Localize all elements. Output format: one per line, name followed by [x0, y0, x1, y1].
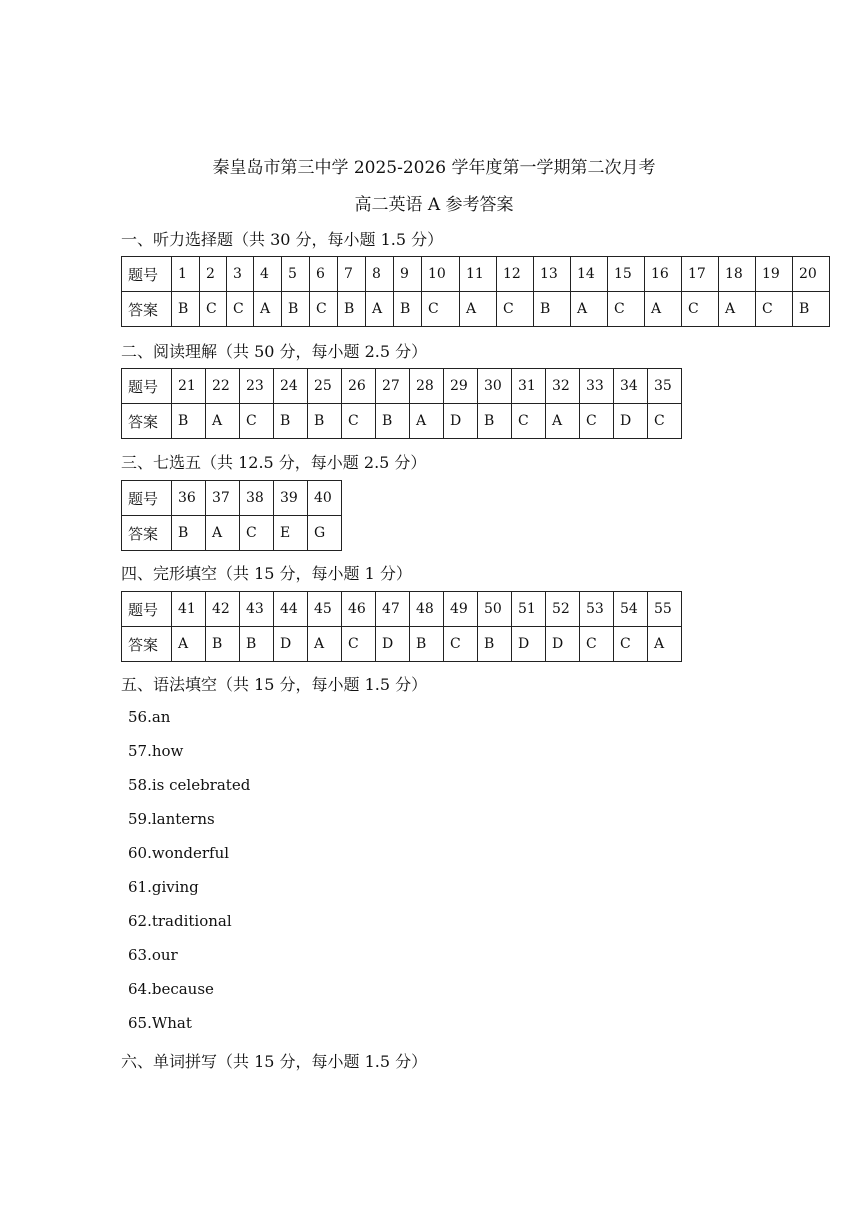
- table-row-answers: [122, 627, 682, 662]
- answer-cell: A: [410, 404, 444, 439]
- document-title: 秦皇岛市第三中学 2025-2026 学年度第一学期第二次月考: [212, 158, 656, 178]
- question-number: 7: [338, 257, 366, 292]
- answer-table-reading: [121, 368, 682, 439]
- grammar-answer-item: 65.What: [128, 1014, 192, 1032]
- answer-cell: C: [497, 292, 534, 327]
- question-number: 2: [200, 257, 227, 292]
- answer-cell: D: [546, 627, 580, 662]
- section-heading-cloze: 四、完形填空（共 15 分，每小题 1 分）: [121, 564, 412, 583]
- table-row-question-numbers: [122, 592, 682, 627]
- answer-cell: A: [172, 627, 206, 662]
- answer-cell: D: [444, 404, 478, 439]
- question-number: 45: [308, 592, 342, 627]
- question-number: 3: [227, 257, 254, 292]
- table-row-question-numbers: [122, 257, 830, 292]
- answer-cell: B: [172, 404, 206, 439]
- section-heading-seven-choose-five: 三、七选五（共 12.5 分，每小题 2.5 分）: [121, 453, 427, 472]
- answer-cell: A: [546, 404, 580, 439]
- answer-cell: D: [274, 627, 308, 662]
- question-number: 5: [282, 257, 310, 292]
- question-number: 43: [240, 592, 274, 627]
- answer-cell: C: [580, 404, 614, 439]
- grammar-answer-item: 62.traditional: [128, 912, 232, 930]
- answer-cell: C: [512, 404, 546, 439]
- answer-cell: D: [512, 627, 546, 662]
- question-number: 25: [308, 369, 342, 404]
- answer-cell: A: [206, 404, 240, 439]
- row-label: 题号: [122, 369, 172, 404]
- answer-cell: C: [200, 292, 227, 327]
- answer-cell: C: [342, 404, 376, 439]
- answer-cell: B: [282, 292, 310, 327]
- question-number: 49: [444, 592, 478, 627]
- question-number: 39: [274, 481, 308, 516]
- section-heading-grammar-fill: 五、语法填空（共 15 分，每小题 1.5 分）: [121, 675, 428, 694]
- question-number: 33: [580, 369, 614, 404]
- question-number: 41: [172, 592, 206, 627]
- question-number: 37: [206, 481, 240, 516]
- question-number: 14: [571, 257, 608, 292]
- question-number: 13: [534, 257, 571, 292]
- row-label: 题号: [122, 257, 172, 292]
- answer-cell: A: [206, 516, 240, 551]
- answer-cell: B: [206, 627, 240, 662]
- section-heading-spelling: 六、单词拼写（共 15 分，每小题 1.5 分）: [121, 1052, 428, 1071]
- answer-cell: A: [254, 292, 282, 327]
- question-number: 23: [240, 369, 274, 404]
- question-number: 51: [512, 592, 546, 627]
- answer-cell: D: [614, 404, 648, 439]
- question-number: 11: [460, 257, 497, 292]
- row-label: 题号: [122, 592, 172, 627]
- answer-cell: C: [310, 292, 338, 327]
- question-number: 9: [394, 257, 422, 292]
- question-number: 10: [422, 257, 460, 292]
- question-number: 46: [342, 592, 376, 627]
- table-row-answers: [122, 516, 342, 551]
- question-number: 30: [478, 369, 512, 404]
- answer-cell: D: [376, 627, 410, 662]
- answer-cell: A: [460, 292, 497, 327]
- answer-cell: C: [756, 292, 793, 327]
- answer-cell: A: [648, 627, 682, 662]
- question-number: 16: [645, 257, 682, 292]
- grammar-answer-item: 56.an: [128, 708, 171, 726]
- row-label: 答案: [122, 404, 172, 439]
- question-number: 4: [254, 257, 282, 292]
- question-number: 18: [719, 257, 756, 292]
- question-number: 8: [366, 257, 394, 292]
- question-number: 38: [240, 481, 274, 516]
- row-label: 答案: [122, 292, 172, 327]
- answer-cell: B: [478, 404, 512, 439]
- table-row-question-numbers: [122, 481, 342, 516]
- question-number: 12: [497, 257, 534, 292]
- question-number: 32: [546, 369, 580, 404]
- question-number: 53: [580, 592, 614, 627]
- question-number: 19: [756, 257, 793, 292]
- table-row-answers: [122, 292, 830, 327]
- answer-cell: B: [410, 627, 444, 662]
- answer-table-cloze: [121, 591, 682, 662]
- question-number: 1: [172, 257, 200, 292]
- table-row-answers: [122, 404, 682, 439]
- answer-cell: B: [478, 627, 512, 662]
- answer-cell: C: [342, 627, 376, 662]
- grammar-answer-item: 58.is celebrated: [128, 776, 251, 794]
- answer-cell: A: [645, 292, 682, 327]
- table-row-question-numbers: [122, 369, 682, 404]
- question-number: 35: [648, 369, 682, 404]
- row-label: 题号: [122, 481, 172, 516]
- question-number: 55: [648, 592, 682, 627]
- answer-cell: B: [274, 404, 308, 439]
- question-number: 22: [206, 369, 240, 404]
- section-heading-listening: 一、听力选择题（共 30 分，每小题 1.5 分）: [121, 230, 444, 249]
- answer-cell: C: [648, 404, 682, 439]
- row-label: 答案: [122, 627, 172, 662]
- grammar-answer-item: 57.how: [128, 742, 184, 760]
- answer-cell: C: [444, 627, 478, 662]
- grammar-answer-item: 59.lanterns: [128, 810, 215, 828]
- answer-table-seven-choose-five: [121, 480, 342, 551]
- question-number: 52: [546, 592, 580, 627]
- answer-cell: C: [580, 627, 614, 662]
- question-number: 28: [410, 369, 444, 404]
- question-number: 50: [478, 592, 512, 627]
- question-number: 36: [172, 481, 206, 516]
- answer-cell: C: [614, 627, 648, 662]
- question-number: 44: [274, 592, 308, 627]
- answer-cell: B: [240, 627, 274, 662]
- answer-cell: B: [793, 292, 830, 327]
- question-number: 20: [793, 257, 830, 292]
- section-heading-reading: 二、阅读理解（共 50 分，每小题 2.5 分）: [121, 342, 428, 361]
- answer-cell: B: [376, 404, 410, 439]
- question-number: 47: [376, 592, 410, 627]
- row-label: 答案: [122, 516, 172, 551]
- grammar-answer-item: 64.because: [128, 980, 214, 998]
- question-number: 26: [342, 369, 376, 404]
- answer-cell: B: [394, 292, 422, 327]
- answer-cell: A: [308, 627, 342, 662]
- answer-cell: E: [274, 516, 308, 551]
- question-number: 17: [682, 257, 719, 292]
- answer-cell: C: [240, 516, 274, 551]
- answer-cell: C: [422, 292, 460, 327]
- answer-cell: B: [338, 292, 366, 327]
- answer-table-listening: [121, 256, 830, 327]
- question-number: 21: [172, 369, 206, 404]
- grammar-answer-item: 60.wonderful: [128, 844, 230, 862]
- answer-cell: A: [366, 292, 394, 327]
- answer-cell: B: [308, 404, 342, 439]
- question-number: 40: [308, 481, 342, 516]
- answer-cell: A: [571, 292, 608, 327]
- question-number: 27: [376, 369, 410, 404]
- question-number: 48: [410, 592, 444, 627]
- question-number: 24: [274, 369, 308, 404]
- question-number: 31: [512, 369, 546, 404]
- answer-cell: C: [227, 292, 254, 327]
- answer-cell: B: [172, 516, 206, 551]
- grammar-answer-item: 63.our: [128, 946, 178, 964]
- answer-cell: C: [682, 292, 719, 327]
- answer-cell: B: [172, 292, 200, 327]
- question-number: 6: [310, 257, 338, 292]
- question-number: 34: [614, 369, 648, 404]
- answer-cell: C: [240, 404, 274, 439]
- answer-cell: B: [534, 292, 571, 327]
- question-number: 42: [206, 592, 240, 627]
- question-number: 29: [444, 369, 478, 404]
- question-number: 15: [608, 257, 645, 292]
- question-number: 54: [614, 592, 648, 627]
- answer-cell: A: [719, 292, 756, 327]
- document-subtitle: 高二英语 A 参考答案: [354, 195, 514, 215]
- answer-cell: G: [308, 516, 342, 551]
- grammar-answer-item: 61.giving: [128, 878, 199, 896]
- answer-cell: C: [608, 292, 645, 327]
